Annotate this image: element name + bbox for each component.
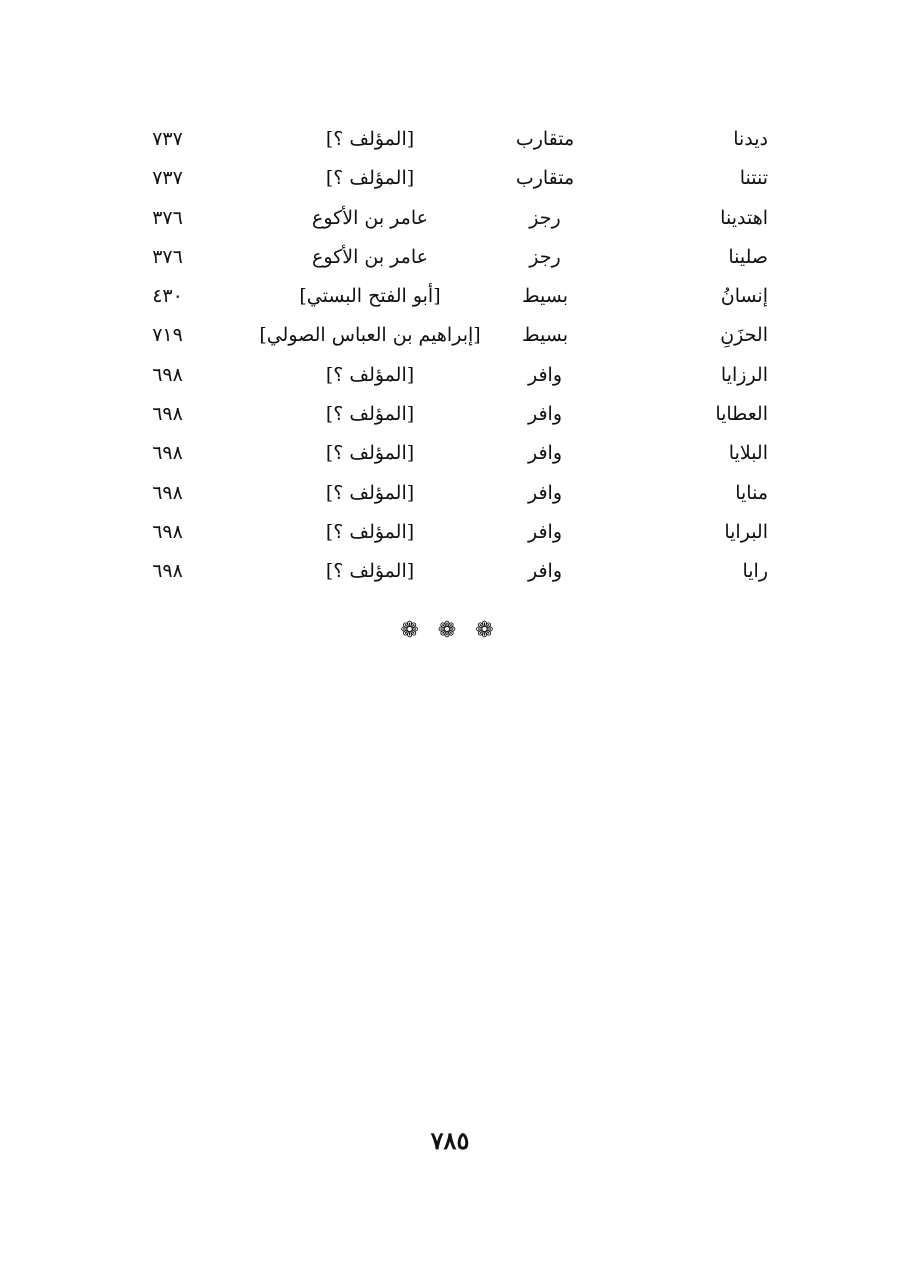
poet: [المؤلف ؟] [325, 363, 415, 386]
rhyme-word: ديدنا [733, 128, 768, 150]
index-row [110, 513, 790, 552]
rhyme-word: اهتدينا [720, 206, 768, 229]
page-ref: ٦٩٨ [152, 442, 183, 465]
rhyme-word: الحزَنِ [720, 324, 768, 347]
poetry-index-table [110, 120, 790, 592]
page-ref: ٣٧٦ [152, 245, 183, 268]
poet: [المؤلف ؟] [325, 403, 415, 426]
poet: [المؤلف ؟] [325, 128, 415, 150]
meter: بسيط [521, 324, 568, 347]
rhyme-word: إنسانُ [720, 285, 768, 308]
page-ref: ٧٣٧ [152, 128, 183, 150]
page-ref: ٦٩٨ [152, 560, 183, 583]
page-ref: ٣٧٦ [152, 206, 183, 229]
page-number: ٧٨٥ [430, 1126, 470, 1155]
rhyme-word: البرايا [724, 520, 768, 543]
index-row [110, 395, 790, 434]
index-row [110, 199, 790, 238]
meter: متقارب [515, 167, 575, 190]
rhyme-word: رايا [742, 560, 768, 583]
rhyme-word: البلايا [728, 442, 768, 465]
section-separator-ornament: ❁ ❁ ❁ [400, 618, 500, 643]
index-row [110, 434, 790, 473]
index-row [110, 316, 790, 355]
meter: وافر [527, 403, 563, 426]
page-ref: ٦٩٨ [152, 363, 183, 386]
index-row [110, 277, 790, 316]
poet: عامر بن الأكوع [312, 245, 428, 268]
rhyme-word: صلينا [728, 245, 768, 268]
poet: [المؤلف ؟] [325, 481, 415, 504]
poet: [أبو الفتح البستي] [299, 285, 441, 308]
poet: [إبراهيم بن العباس الصولي] [259, 324, 481, 347]
meter: رجز [529, 206, 561, 229]
index-row [110, 120, 790, 159]
index-row [110, 356, 790, 395]
meter: رجز [529, 245, 561, 268]
poet: [المؤلف ؟] [325, 442, 415, 465]
rhyme-word: العطايا [715, 403, 768, 426]
meter: وافر [527, 560, 563, 583]
page-ref: ٧٣٧ [152, 167, 183, 190]
rhyme-word: الرزايا [720, 363, 768, 386]
poet: [المؤلف ؟] [325, 560, 415, 583]
rhyme-word: منايا [735, 481, 768, 504]
meter: وافر [527, 363, 563, 386]
meter: متقارب [515, 128, 575, 150]
index-row [110, 238, 790, 277]
index-row [110, 552, 790, 591]
page-ref: ٧١٩ [152, 324, 183, 347]
meter: وافر [527, 520, 563, 543]
poet: [المؤلف ؟] [325, 167, 415, 190]
page-ref: ٦٩٨ [152, 520, 183, 543]
page-ref: ٦٩٨ [152, 403, 183, 426]
poet: [المؤلف ؟] [325, 520, 415, 543]
rhyme-word: تنتنا [739, 167, 768, 190]
poet: عامر بن الأكوع [312, 206, 428, 229]
index-row [110, 474, 790, 513]
meter: بسيط [521, 285, 568, 308]
meter: وافر [527, 442, 563, 465]
index-row [110, 159, 790, 198]
meter: وافر [527, 481, 563, 504]
page-ref: ٦٩٨ [152, 481, 183, 504]
page-ref: ٤٣٠ [152, 285, 183, 308]
